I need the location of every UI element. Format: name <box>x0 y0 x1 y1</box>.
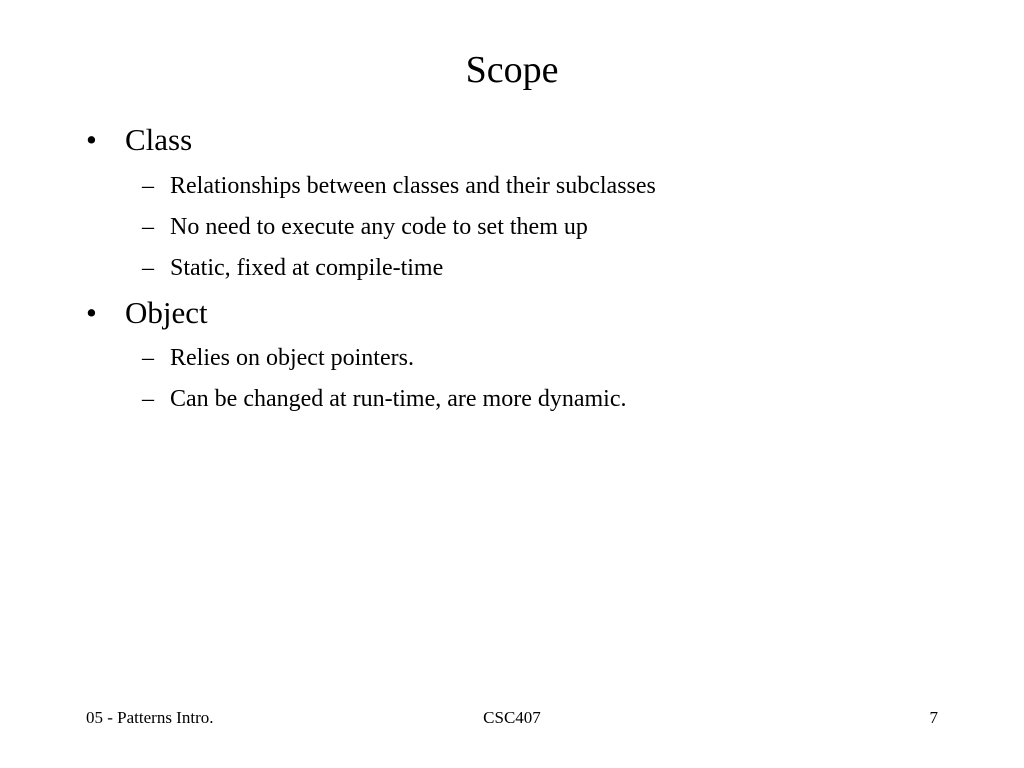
bullet-text: Class <box>125 122 193 157</box>
dash-icon: – <box>142 173 154 199</box>
sub-item <box>142 385 626 413</box>
dash-icon: – <box>142 255 154 281</box>
sub-item <box>142 172 656 200</box>
dash-icon: – <box>142 345 154 371</box>
footer-course-code: CSC407 <box>483 708 541 727</box>
sub-item <box>142 254 443 282</box>
sub-item-text: No need to execute any code to set them up <box>170 214 588 240</box>
bullet-text: Object <box>125 295 208 330</box>
sub-item-text: Static, fixed at compile-time <box>170 255 444 281</box>
dash-icon: – <box>142 386 154 412</box>
dash-icon: – <box>142 214 154 240</box>
footer-page-number: 7 <box>929 708 938 727</box>
slide-title: Scope <box>465 49 559 91</box>
sub-item <box>142 213 588 241</box>
sub-item-text: Relies on object pointers. <box>170 345 414 371</box>
sub-item <box>142 344 414 372</box>
bullet-icon: • <box>86 295 97 330</box>
sub-item-text: Relationships between classes and their subclasses <box>170 173 656 199</box>
bullet-item-object <box>86 295 208 331</box>
bullet-icon: • <box>86 122 97 157</box>
sub-item-text: Can be changed at run-time, are more dynamic. <box>170 386 627 412</box>
bullet-item-class <box>86 122 192 158</box>
footer-lecture-name: 05 - Patterns Intro. <box>86 708 214 727</box>
